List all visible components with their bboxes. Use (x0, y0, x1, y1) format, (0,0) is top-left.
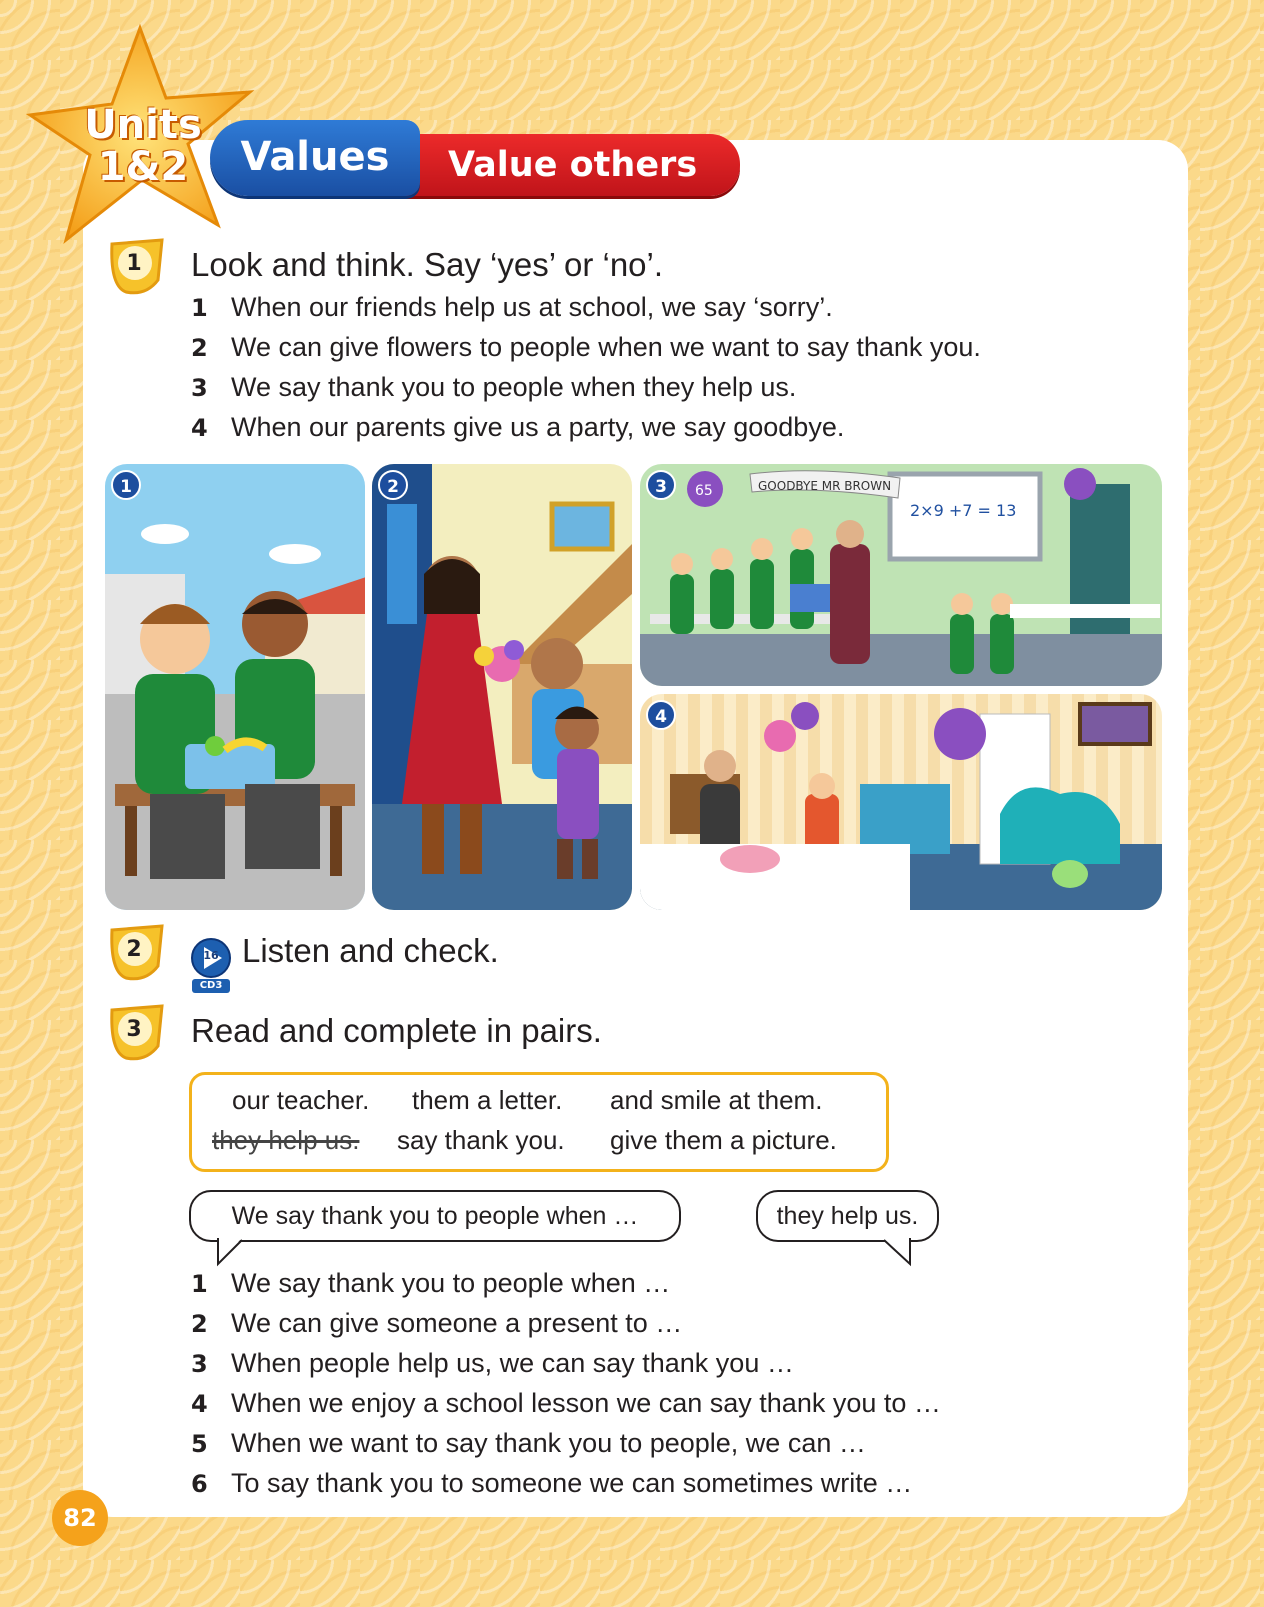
exercise-1-instruction: Look and think. Say ‘yes’ or ‘no’. (191, 246, 664, 283)
units-label: Units 1&2 (84, 102, 202, 190)
picture-2 (372, 464, 632, 910)
topic-tab: Value others (400, 134, 740, 196)
picture-4 (640, 694, 1162, 910)
exercise-3-item: 2 We can give someone a present to … (191, 1308, 683, 1338)
exercise-3-item: 6 To say thank you to someone we can sometimes write … (191, 1468, 913, 1498)
word-option: give them a picture. (610, 1125, 837, 1155)
classroom-goodbye-teacher-illustration (640, 464, 1162, 686)
school-friends-sharing-lunch-illustration (105, 464, 365, 910)
exercise-2-badge: 2 (106, 922, 168, 984)
picture-1-number: 1 (111, 470, 141, 500)
word-option-used: they help us. (212, 1125, 360, 1155)
exercise-3-item: 5 When we want to say thank you to people, we can … (191, 1428, 866, 1458)
audio-track-icon[interactable] (190, 937, 232, 995)
track-number: 16 (203, 949, 219, 962)
picture-3 (640, 464, 1162, 686)
word-option: our teacher. (232, 1085, 370, 1115)
speech-bubble-left-tail (212, 1238, 252, 1268)
word-box (189, 1072, 889, 1172)
exercise-3-item: 3 When people help us, we can say thank you … (191, 1348, 794, 1378)
exercise-3-item: 1 We say thank you to people when … (191, 1268, 671, 1298)
word-option: them a letter. (412, 1085, 563, 1115)
picture-3-number: 3 (646, 470, 676, 500)
speech-bubble-right: they help us. (756, 1190, 939, 1242)
exercise-1-item: 1 When our friends help us at school, we say ‘sorry’. (191, 292, 833, 322)
picture-2-number: 2 (378, 470, 408, 500)
banner-text: GOODBYE MR BROWN (758, 479, 892, 493)
exercise-3-badge: 3 (106, 1002, 168, 1064)
speech-bubble-right-tail (878, 1238, 918, 1268)
speech-bubble-left: We say thank you to people when … (189, 1190, 681, 1242)
page-number: 82 (52, 1490, 108, 1546)
picture-4-number: 4 (646, 700, 676, 730)
birthday-party-illustration (640, 694, 1162, 910)
children-giving-flowers-illustration (372, 464, 632, 910)
exercise-1-item: 2 We can give flowers to people when we want to say thank you. (191, 332, 981, 362)
exercise-1-badge: 1 (106, 236, 168, 298)
svg-text:2×9 +7 = 13: 2×9 +7 = 13 (910, 501, 1017, 520)
svg-text:65: 65 (695, 483, 713, 499)
picture-1 (105, 464, 365, 910)
word-option: and smile at them. (610, 1085, 823, 1115)
exercise-1-item: 3 We say thank you to people when they help us. (191, 372, 797, 402)
exercise-1-item: 4 When our parents give us a party, we say goodbye. (191, 412, 845, 442)
cd-label: CD3 (199, 980, 223, 991)
section-tab: Values (210, 120, 420, 196)
word-option: say thank you. (397, 1125, 565, 1155)
exercise-3-instruction: Read and complete in pairs. (191, 1012, 602, 1049)
exercise-2-instruction: Listen and check. (242, 932, 499, 969)
exercise-3-item: 4 When we enjoy a school lesson we can say thank you to … (191, 1388, 941, 1418)
